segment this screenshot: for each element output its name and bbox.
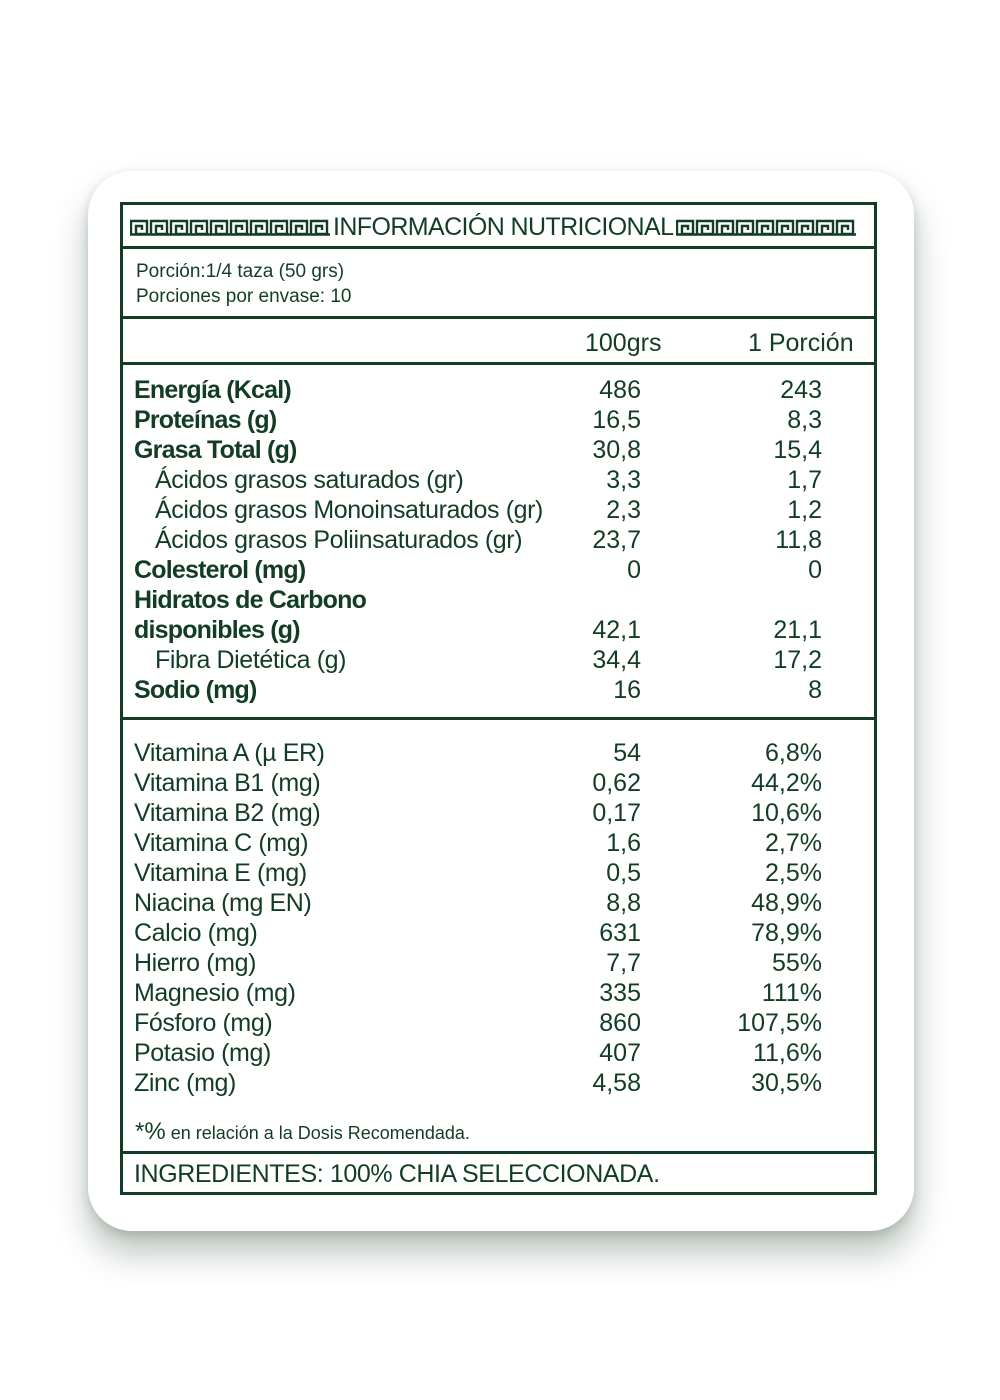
nutrient-row bbox=[123, 495, 874, 525]
nutrient-name: Sodio (mg) bbox=[134, 676, 257, 704]
nutrient-row bbox=[123, 375, 874, 405]
nutrient-name: Hidratos de Carbono bbox=[134, 586, 367, 614]
nutrition-label bbox=[120, 202, 877, 1195]
vitamin-name: Zinc (mg) bbox=[134, 1069, 236, 1097]
value-per-100g: 34,4 bbox=[592, 646, 641, 674]
nutrient-row bbox=[123, 525, 874, 555]
value-per-portion: 21,1 bbox=[773, 616, 822, 644]
vitamin-name: Vitamina B2 (mg) bbox=[134, 799, 321, 827]
nutrient-table bbox=[123, 375, 874, 720]
nutrient-row bbox=[123, 405, 874, 435]
value-per-100g: 16 bbox=[613, 676, 641, 704]
nutrient-name: Energía (Kcal) bbox=[134, 376, 291, 404]
value-per-100g: 631 bbox=[599, 919, 641, 947]
serving-info bbox=[123, 249, 874, 319]
value-per-100g: 54 bbox=[613, 739, 641, 767]
vitamin-name: Vitamina B1 (mg) bbox=[134, 769, 321, 797]
value-per-100g: 0,17 bbox=[592, 799, 641, 827]
value-per-100g: 407 bbox=[599, 1039, 641, 1067]
vitamin-row bbox=[123, 738, 874, 768]
vitamin-row bbox=[123, 768, 874, 798]
value-per-portion: 6,8% bbox=[765, 739, 822, 767]
nutrient-row bbox=[123, 465, 874, 495]
vitamin-name: Calcio (mg) bbox=[134, 919, 258, 947]
nutrient-name: Colesterol (mg) bbox=[134, 556, 306, 584]
value-per-100g: 0,62 bbox=[592, 769, 641, 797]
nutrient-name: Ácidos grasos Monoinsaturados (gr) bbox=[155, 496, 543, 524]
vitamin-row bbox=[123, 1068, 874, 1098]
header-per-portion: 1 Porción bbox=[748, 329, 854, 357]
nutrient-name: Fibra Dietética (g) bbox=[155, 646, 347, 674]
footnote bbox=[135, 1118, 470, 1146]
header-per-100g: 100grs bbox=[585, 329, 662, 357]
vitamin-table bbox=[123, 738, 874, 1098]
vitamin-name: Magnesio (mg) bbox=[134, 979, 296, 1007]
value-per-portion: 17,2 bbox=[773, 646, 822, 674]
vitamin-row bbox=[123, 1008, 874, 1038]
value-per-portion: 15,4 bbox=[773, 436, 822, 464]
value-per-100g: 23,7 bbox=[592, 526, 641, 554]
vitamin-row bbox=[123, 828, 874, 858]
title-row bbox=[123, 205, 874, 249]
value-per-100g: 30,8 bbox=[592, 436, 641, 464]
value-per-100g: 486 bbox=[599, 376, 641, 404]
value-per-portion: 8 bbox=[808, 676, 822, 704]
value-per-portion: 107,5% bbox=[737, 1009, 822, 1037]
vitamin-name: Potasio (mg) bbox=[134, 1039, 271, 1067]
nutrient-name: Ácidos grasos saturados (gr) bbox=[155, 466, 464, 494]
value-per-portion: 44,2% bbox=[751, 769, 822, 797]
value-per-portion: 48,9% bbox=[751, 889, 822, 917]
value-per-100g: 0,5 bbox=[606, 859, 641, 887]
value-per-100g: 7,7 bbox=[606, 949, 641, 977]
greek-key-border-left bbox=[130, 219, 330, 236]
ingredients: INGREDIENTES: 100% CHIA SELECCIONADA. bbox=[123, 1151, 874, 1192]
value-per-100g: 2,3 bbox=[606, 496, 641, 524]
vitamin-name: Vitamina A (µ ER) bbox=[134, 739, 325, 767]
nutrient-name: Proteínas (g) bbox=[134, 406, 277, 434]
greek-key-border-right bbox=[676, 219, 866, 236]
value-per-portion: 10,6% bbox=[751, 799, 822, 827]
value-per-100g: 335 bbox=[599, 979, 641, 1007]
vitamin-name: Fósforo (mg) bbox=[134, 1009, 273, 1037]
footnote-star: *% bbox=[135, 1118, 166, 1145]
value-per-100g: 3,3 bbox=[606, 466, 641, 494]
label-title: INFORMACIÓN NUTRICIONAL bbox=[333, 213, 674, 241]
value-per-portion: 2,5% bbox=[765, 859, 822, 887]
vitamin-name: Vitamina C (mg) bbox=[134, 829, 309, 857]
vitamin-name: Hierro (mg) bbox=[134, 949, 256, 977]
value-per-portion: 0 bbox=[808, 556, 822, 584]
vitamin-name: Vitamina E (mg) bbox=[134, 859, 307, 887]
value-per-portion: 8,3 bbox=[787, 406, 822, 434]
value-per-portion: 78,9% bbox=[751, 919, 822, 947]
value-per-100g: 860 bbox=[599, 1009, 641, 1037]
value-per-portion: 243 bbox=[780, 376, 822, 404]
nutrient-row bbox=[123, 555, 874, 585]
nutrient-row bbox=[123, 645, 874, 675]
nutrient-name: Grasa Total (g) bbox=[134, 436, 297, 464]
servings-per-container: Porciones por envase: 10 bbox=[136, 286, 352, 307]
value-per-100g: 4,58 bbox=[592, 1069, 641, 1097]
value-per-portion: 1,2 bbox=[787, 496, 822, 524]
value-per-portion: 111% bbox=[761, 979, 822, 1007]
value-per-portion: 1,7 bbox=[787, 466, 822, 494]
value-per-portion: 55% bbox=[771, 949, 822, 977]
vitamin-row bbox=[123, 948, 874, 978]
value-per-100g: 8,8 bbox=[606, 889, 641, 917]
vitamin-row bbox=[123, 978, 874, 1008]
vitamin-row bbox=[123, 858, 874, 888]
value-per-portion: 2,7% bbox=[765, 829, 822, 857]
vitamin-row bbox=[123, 1038, 874, 1068]
value-per-portion: 11,6% bbox=[752, 1039, 822, 1067]
vitamin-row bbox=[123, 888, 874, 918]
nutrient-row bbox=[123, 615, 874, 645]
value-per-100g: 16,5 bbox=[592, 406, 641, 434]
nutrient-name: disponibles (g) bbox=[134, 616, 300, 644]
vitamin-row bbox=[123, 798, 874, 828]
serving-size: Porción:1/4 taza (50 grs) bbox=[136, 261, 345, 282]
footnote-text: en relación a la Dosis Recomendada. bbox=[165, 1123, 470, 1143]
value-per-portion: 11,8 bbox=[775, 526, 822, 554]
value-per-100g: 42,1 bbox=[592, 616, 641, 644]
value-per-100g: 1,6 bbox=[606, 829, 641, 857]
nutrient-row bbox=[123, 435, 874, 465]
column-headers bbox=[123, 319, 874, 365]
vitamin-row bbox=[123, 918, 874, 948]
nutrient-name: Ácidos grasos Poliinsaturados (gr) bbox=[155, 526, 523, 554]
nutrient-row bbox=[123, 585, 874, 615]
nutrient-row bbox=[123, 675, 874, 705]
value-per-100g: 0 bbox=[627, 556, 641, 584]
value-per-portion: 30,5% bbox=[751, 1069, 822, 1097]
vitamin-name: Niacina (mg EN) bbox=[134, 889, 312, 917]
